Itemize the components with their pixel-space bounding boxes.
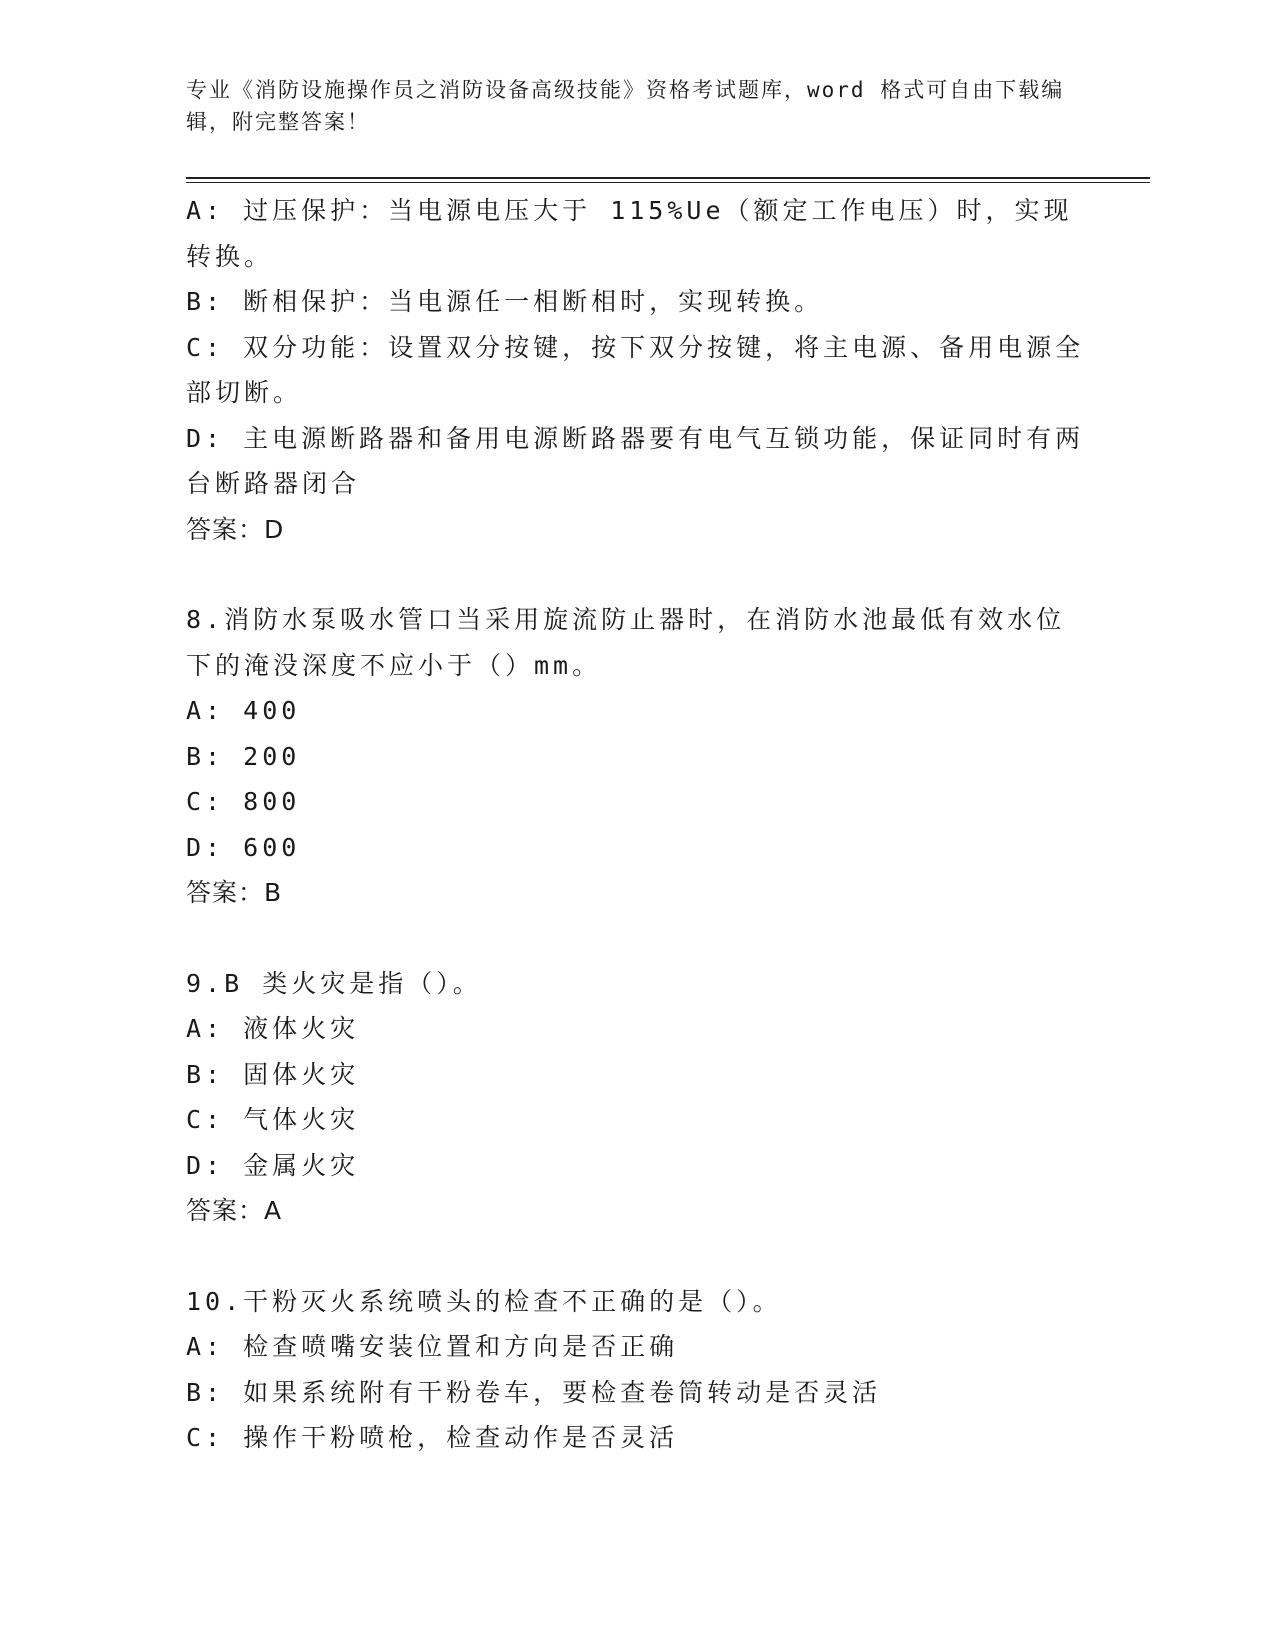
question-content	[186, 188, 1086, 1461]
option-a: A: 液体火灾	[186, 1014, 360, 1043]
option-c: C: 气体火灾	[186, 1105, 360, 1134]
option-a: A: 400	[186, 696, 301, 725]
question-block-8	[186, 597, 1086, 916]
answer-label: 答案：A	[186, 1196, 283, 1225]
option-b: B: 如果系统附有干粉卷车，要检查卷筒转动是否灵活	[186, 1377, 882, 1407]
question-stem: 9.B 类火灾是指（）。	[186, 968, 482, 998]
option-b: B: 200	[186, 741, 301, 771]
spacer	[186, 552, 1086, 597]
option-c: C: 800	[186, 787, 301, 816]
question-block-7	[186, 188, 1086, 552]
spacer	[186, 1234, 1086, 1279]
answer-label: 答案：B	[186, 878, 283, 907]
answer-label: 答案：D	[186, 514, 285, 544]
page-header: 专业《消防设施操作员之消防设备高级技能》资格考试题库，word 格式可自由下载编辑，附完整答案！	[186, 78, 1065, 134]
option-b: B: 固体火灾	[186, 1059, 360, 1089]
spacer	[186, 916, 1086, 961]
option-b: B: 断相保护：当电源任一相断相时，实现转换。	[186, 287, 824, 316]
question-block-9	[186, 961, 1086, 1234]
option-d: D: 600	[186, 832, 301, 862]
option-a: A: 过压保护：当电源电压大于 115%Ue（额定工作电压）时，实现转换。	[186, 196, 1073, 271]
question-stem: 10.干粉灭火系统喷头的检查不正确的是（）。	[186, 1286, 782, 1316]
option-d: D: 主电源断路器和备用电源断路器要有电气互锁功能，保证同时有两台断路器闭合	[186, 423, 1085, 498]
option-d: D: 金属火灾	[186, 1150, 360, 1180]
question-block-10	[186, 1279, 1086, 1461]
option-c: C: 操作干粉喷枪，检查动作是否灵活	[186, 1423, 679, 1452]
option-c: C: 双分功能：设置双分按键，按下双分按键，将主电源、备用电源全部切断。	[186, 332, 1085, 407]
question-stem: 8.消防水泵吸水管口当采用旋流防止器时，在消防水池最低有效水位下的淹没深度不应小于（）mm。	[186, 605, 1066, 680]
header-divider	[186, 177, 1150, 179]
option-a: A: 检查喷嘴安装位置和方向是否正确	[186, 1332, 679, 1361]
header-divider-thin	[186, 182, 1150, 183]
